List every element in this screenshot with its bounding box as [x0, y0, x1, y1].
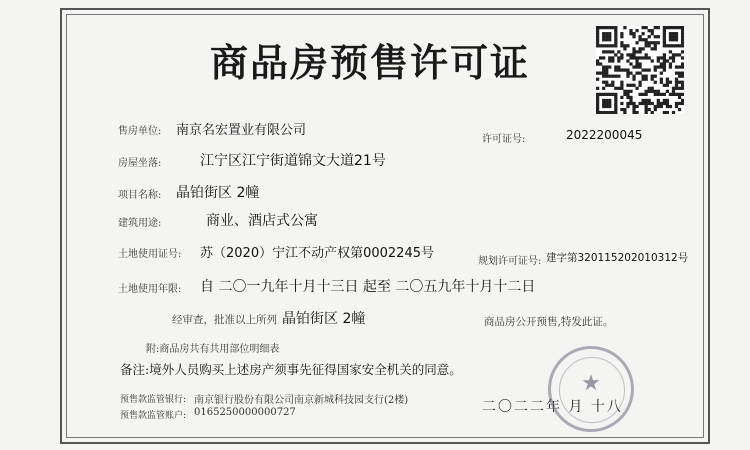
- land-cert-value: 苏（2020）宁江不动产权第0002245号: [200, 246, 434, 261]
- bank-label: 预售款监管银行:: [120, 395, 187, 405]
- issue-date: 二〇二二年 月 十八: [482, 399, 623, 415]
- official-seal-icon: [548, 346, 634, 432]
- project-value: 晶铂街区 2幢: [176, 185, 260, 201]
- usage-label: 建筑用途:: [118, 218, 162, 229]
- seal-star-icon: ★: [581, 371, 601, 396]
- common-parts-note: 附:商品房共有共用部位明细表: [146, 344, 280, 355]
- usage-value: 商业、酒店式公寓: [206, 213, 318, 229]
- permit-no-value: 2022200045: [566, 128, 643, 142]
- bank-value: 南京银行股份有限公司南京新城科技园支行(2楼): [194, 395, 409, 406]
- land-term-value: 自 二〇一九年十月十三日 起至 二〇五九年十月十二日: [200, 279, 536, 295]
- land-term-label: 土地使用年限:: [118, 284, 182, 295]
- location-value: 江宁区江宁街道锦文大道21号: [200, 153, 386, 169]
- certificate-title: 商品房预售许可证: [209, 41, 530, 85]
- permit-no-label: 许可证号:: [482, 134, 526, 145]
- location-label: 房屋坐落:: [118, 158, 162, 169]
- account-value: 0165250000000727: [194, 407, 296, 418]
- approval-suffix: 商品房公开预售,特发此证。: [484, 316, 614, 328]
- account-label: 预售款监管账户:: [120, 411, 187, 421]
- land-cert-label: 土地使用证号:: [118, 249, 182, 260]
- planning-value: 建字第320115202010312号: [546, 252, 689, 264]
- seller-label: 售房单位:: [118, 126, 162, 137]
- remark-note: 备注:境外人员购买上述房产须事先征得国家安全机关的同意。: [120, 362, 462, 377]
- qr-code-icon: [596, 26, 684, 114]
- project-label: 项目名称:: [118, 190, 162, 201]
- seller-value: 南京名宏置业有限公司: [176, 123, 307, 138]
- planning-label: 规划许可证号:: [478, 256, 542, 267]
- approval-text: 经审查，批准以上所列: [172, 314, 277, 326]
- approval-item: 晶铂街区 2幢: [282, 311, 366, 327]
